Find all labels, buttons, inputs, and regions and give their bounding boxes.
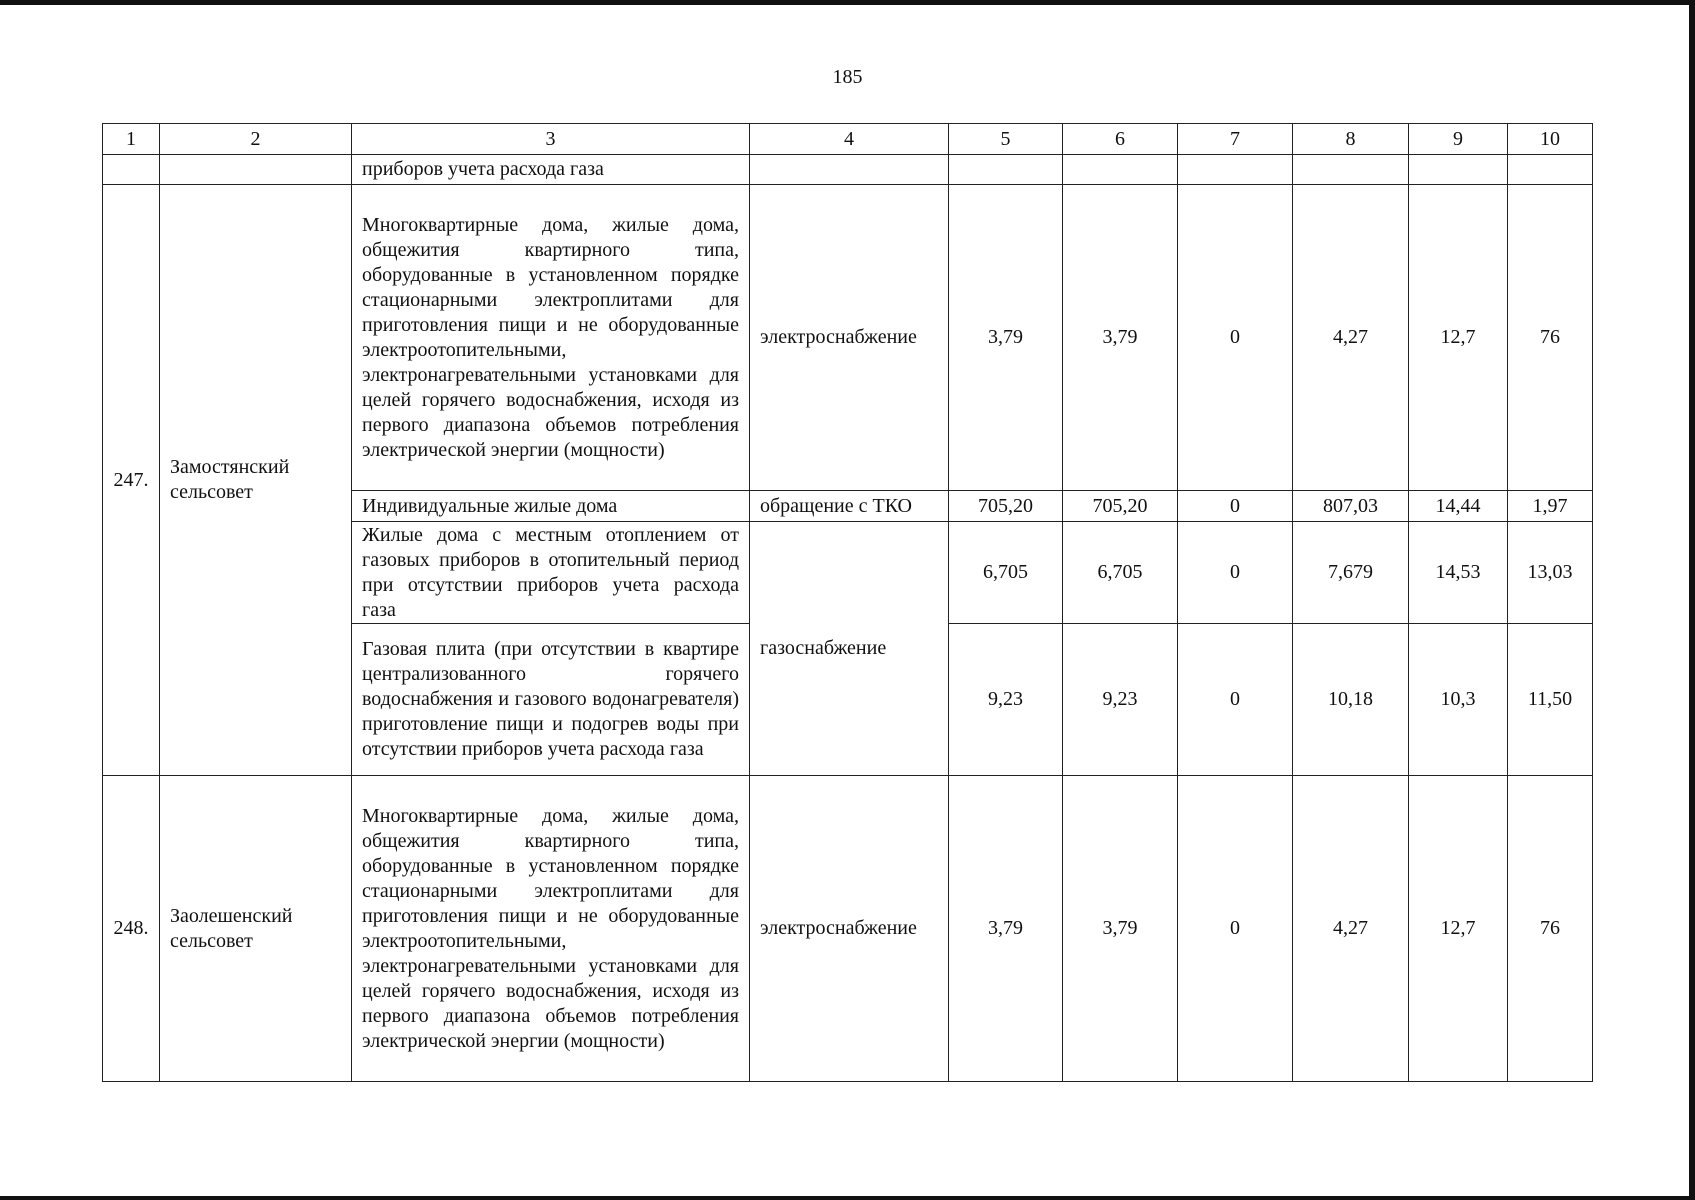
value-cell-5: 705,20: [949, 491, 1063, 522]
service-cell: газоснабжение: [750, 522, 949, 776]
value-cell-6: 3,79: [1063, 776, 1178, 1082]
header-cell: 4: [750, 124, 949, 155]
value-cell-9: 10,3: [1409, 624, 1508, 776]
cell: [103, 155, 160, 185]
value-cell-5: 6,705: [949, 522, 1063, 624]
value-cell-8: 7,679: [1293, 522, 1409, 624]
service-cell: электроснабжение: [750, 776, 949, 1082]
value-cell-7: 0: [1178, 185, 1293, 491]
scan-border-top: [0, 0, 1695, 5]
value-cell-10: 13,03: [1508, 522, 1593, 624]
value-cell-8: 10,18: [1293, 624, 1409, 776]
cell: [1293, 155, 1409, 185]
header-cell: 2: [160, 124, 352, 155]
value-cell-6: 9,23: [1063, 624, 1178, 776]
header-cell: 3: [352, 124, 750, 155]
value-cell-7: 0: [1178, 522, 1293, 624]
tariff-table: [102, 123, 1593, 1082]
cell: [1508, 155, 1593, 185]
service-cell: обращение с ТКО: [750, 491, 949, 522]
header-cell: 6: [1063, 124, 1178, 155]
category-cell: Многоквартирные дома, жилые дома, общежития квартирного типа, оборудованные в установленном порядке стационарными электроплитами для приготовления пищи и не оборудованные электроотопительными, электронагревательными установками для целей горячего водоснабжения, исходя из первого диапазона объемов потребления электрической энергии (мощности): [352, 185, 750, 491]
value-cell-10: 76: [1508, 776, 1593, 1082]
value-cell-9: 14,53: [1409, 522, 1508, 624]
service-cell: электроснабжение: [750, 185, 949, 491]
settlement-name: Замостянский сельсовет: [160, 185, 352, 776]
entry-number: 247.: [103, 185, 160, 776]
header-row: [103, 124, 1593, 155]
header-cell: 9: [1409, 124, 1508, 155]
cell: [750, 155, 949, 185]
cell: [160, 155, 352, 185]
value-cell-6: 6,705: [1063, 522, 1178, 624]
value-cell-6: 3,79: [1063, 185, 1178, 491]
value-cell-8: 4,27: [1293, 776, 1409, 1082]
cell: [1409, 155, 1508, 185]
scan-border-bottom: [0, 1196, 1695, 1200]
value-cell-5: 3,79: [949, 185, 1063, 491]
table-row: [103, 776, 1593, 1082]
scan-border-right: [1689, 0, 1695, 1200]
cell: [949, 155, 1063, 185]
continuation-row: [103, 155, 1593, 185]
header-cell: 7: [1178, 124, 1293, 155]
value-cell-9: 12,7: [1409, 776, 1508, 1082]
entry-number: 248.: [103, 776, 160, 1082]
value-cell-10: 1,97: [1508, 491, 1593, 522]
cell: [1063, 155, 1178, 185]
table-row: [103, 185, 1593, 491]
value-cell-7: 0: [1178, 624, 1293, 776]
value-cell-7: 0: [1178, 776, 1293, 1082]
category-cell: Газовая плита (при отсутствии в квартире централизованного горячего водоснабжения и газового водонагревателя) приготовление пищи и подогрев воды при отсутствии приборов учета расхода газа: [352, 624, 750, 776]
category-cell: приборов учета расхода газа: [352, 155, 750, 185]
category-cell: Жилые дома с местным отоплением от газовых приборов в отопительный период при отсутствии приборов учета расхода газа: [352, 522, 750, 624]
value-cell-8: 4,27: [1293, 185, 1409, 491]
value-cell-9: 12,7: [1409, 185, 1508, 491]
category-cell: Многоквартирные дома, жилые дома, общежития квартирного типа, оборудованные в установленном порядке стационарными электроплитами для приготовления пищи и не оборудованные электроотопительными, электронагревательными установками для целей горячего водоснабжения, исходя из первого диапазона объемов потребления электрической энергии (мощности): [352, 776, 750, 1082]
header-cell: 8: [1293, 124, 1409, 155]
value-cell-9: 14,44: [1409, 491, 1508, 522]
page-number: 185: [832, 66, 863, 88]
value-cell-5: 3,79: [949, 776, 1063, 1082]
header-cell: 1: [103, 124, 160, 155]
value-cell-10: 76: [1508, 185, 1593, 491]
settlement-name: Заолешенский сельсовет: [160, 776, 352, 1082]
header-cell: 5: [949, 124, 1063, 155]
value-cell-6: 705,20: [1063, 491, 1178, 522]
value-cell-5: 9,23: [949, 624, 1063, 776]
category-cell: Индивидуальные жилые дома: [352, 491, 750, 522]
value-cell-7: 0: [1178, 491, 1293, 522]
value-cell-8: 807,03: [1293, 491, 1409, 522]
header-cell: 10: [1508, 124, 1593, 155]
cell: [1178, 155, 1293, 185]
value-cell-10: 11,50: [1508, 624, 1593, 776]
